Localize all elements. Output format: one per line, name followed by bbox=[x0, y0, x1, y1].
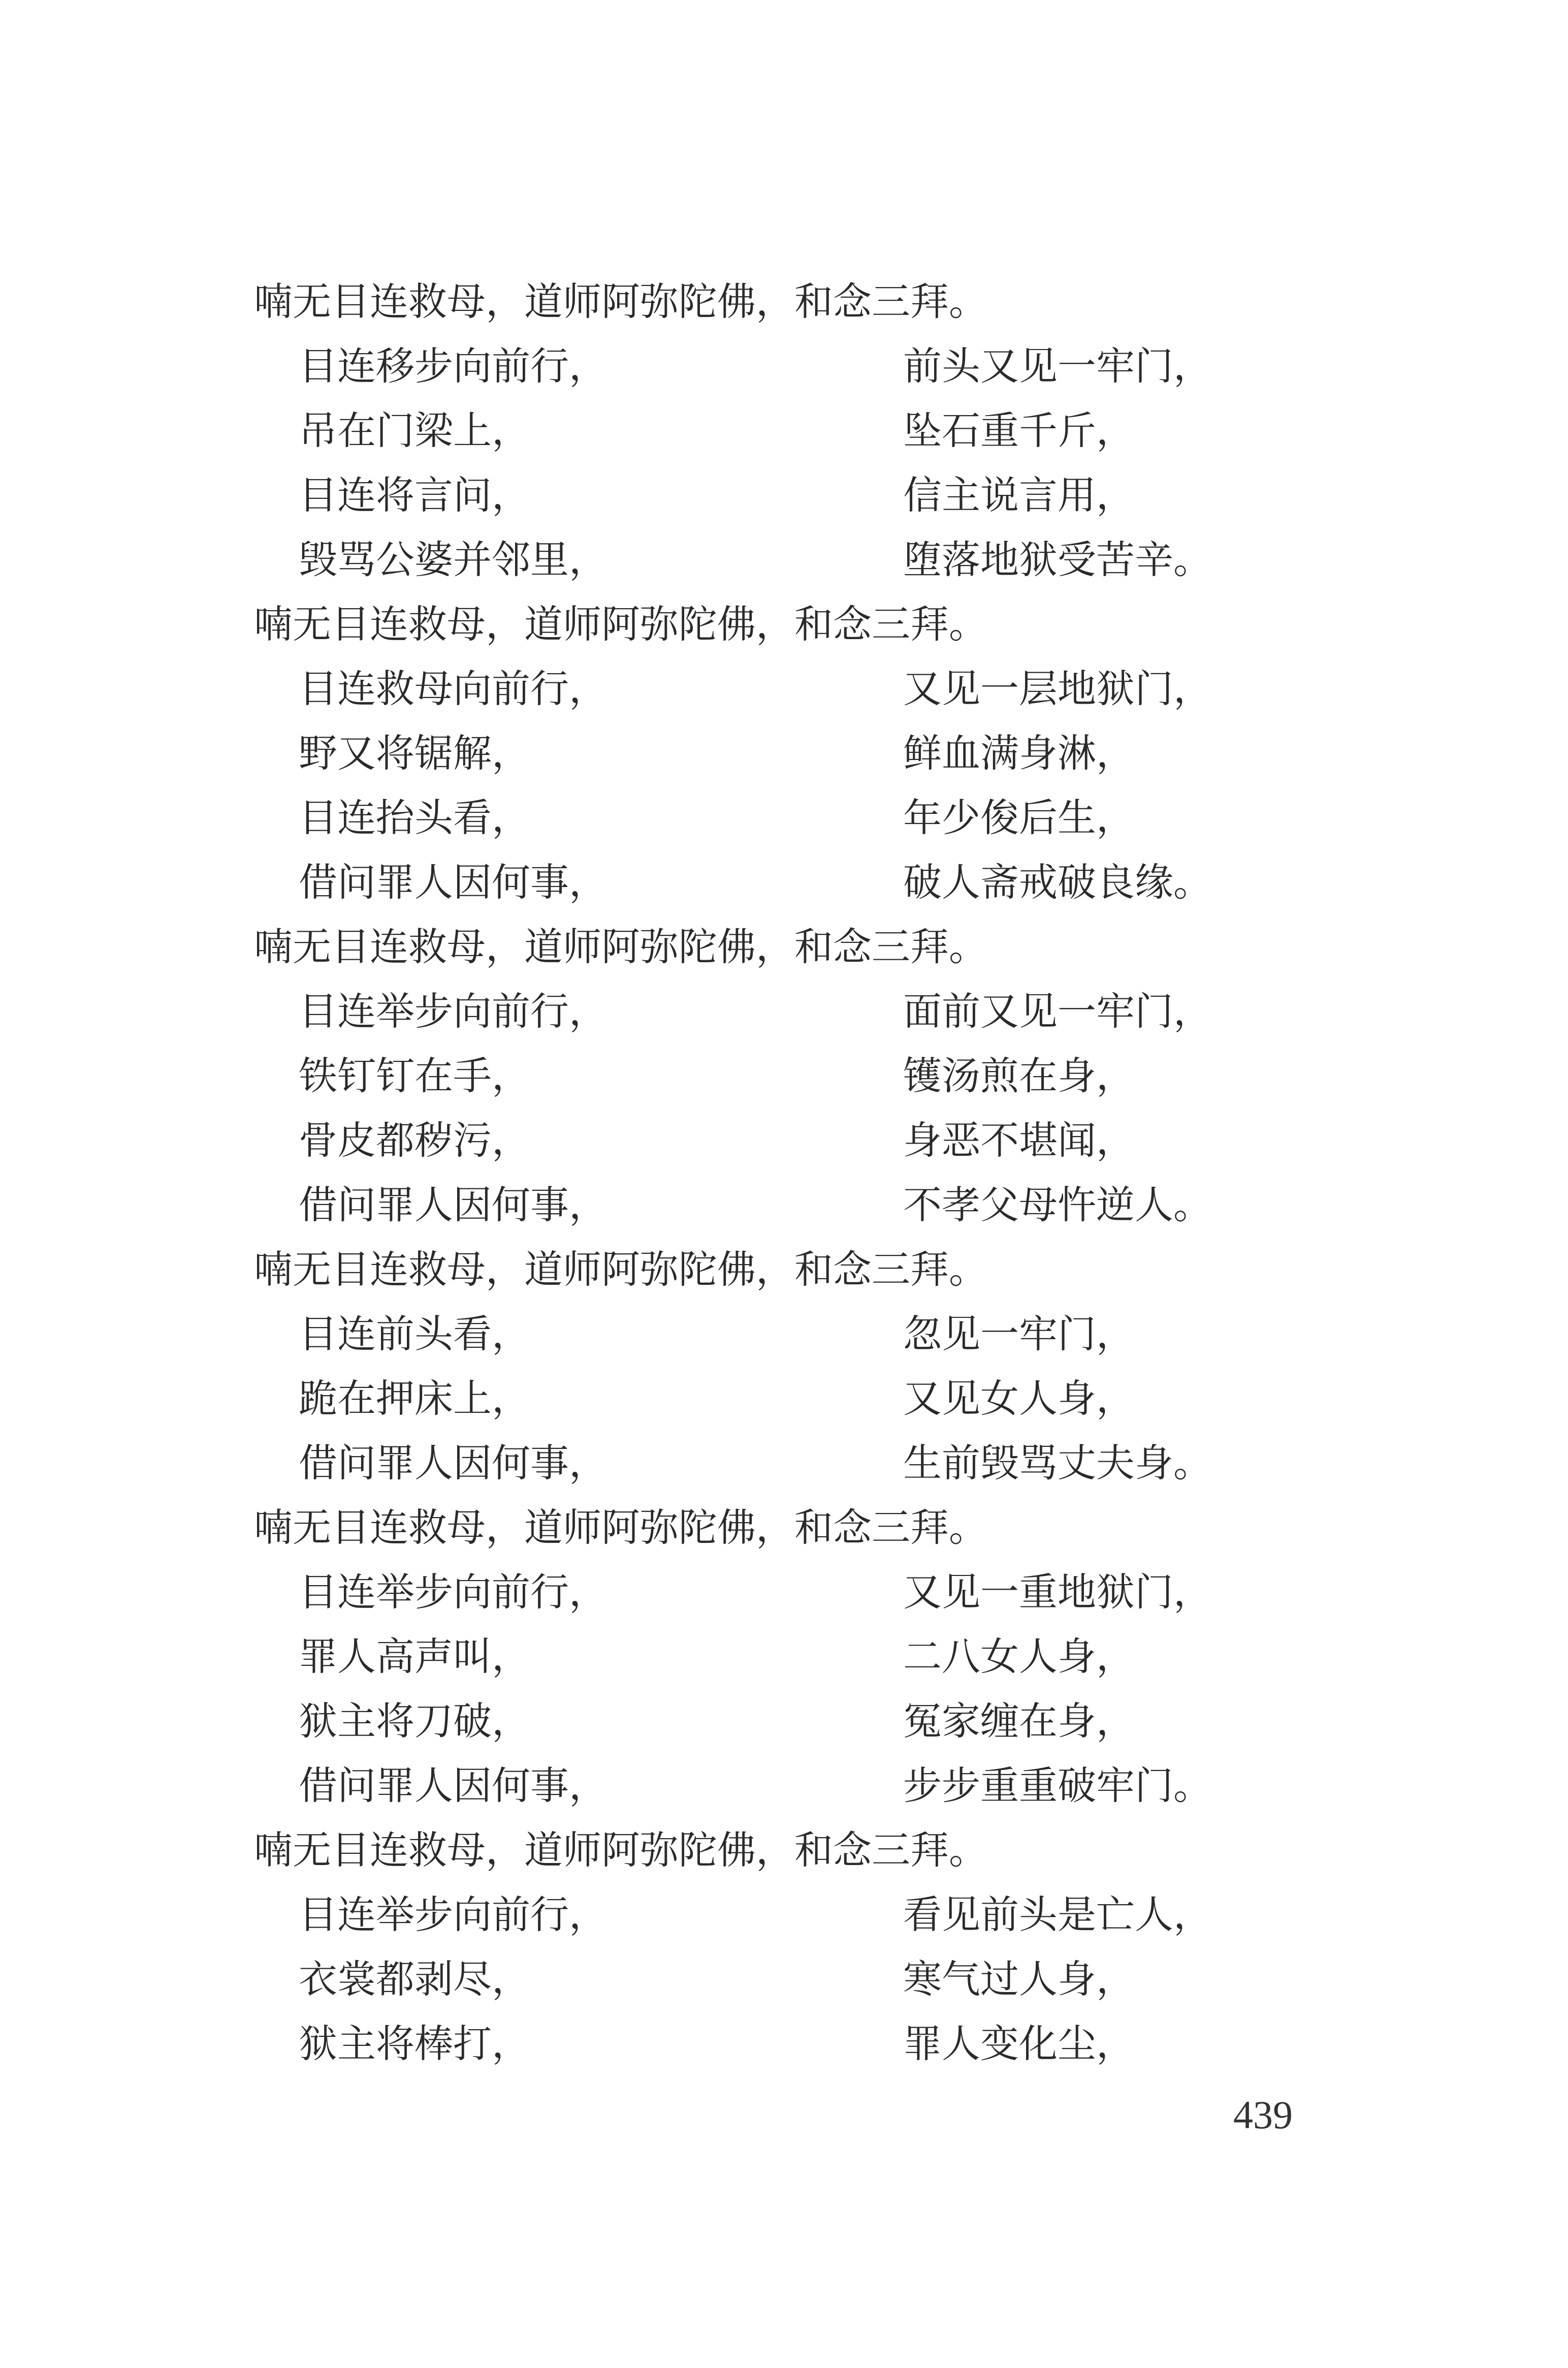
verse-first-half: 罪人高声叫， bbox=[299, 1634, 530, 1679]
verse-first-half: 目连举步向前行， bbox=[299, 1892, 607, 1937]
refrain-line: 喃无目连救母，道师阿弥陀佛，和念三拜。 bbox=[254, 279, 987, 324]
verse-second-half: 步步重重破牢门。 bbox=[903, 1763, 1212, 1808]
verse-second-half: 又见一层地狱门， bbox=[903, 666, 1212, 711]
couplet-line bbox=[254, 1560, 1270, 1624]
verse-first-half: 跪在押床上， bbox=[299, 1376, 530, 1421]
verse-first-half: 毁骂公婆并邻里， bbox=[299, 537, 607, 582]
verse-second-half: 破人斋戒破良缘。 bbox=[903, 860, 1212, 905]
couplet-line bbox=[254, 398, 1270, 463]
page-number: 439 bbox=[1233, 2093, 1293, 2137]
refrain-line: 喃无目连救母，道师阿弥陀佛，和念三拜。 bbox=[254, 602, 987, 647]
verse-first-half: 借问罪人因何事， bbox=[299, 1440, 607, 1486]
verse-second-half: 寒气过人身， bbox=[903, 1956, 1135, 2002]
couplet-line bbox=[254, 2011, 1270, 2076]
verse-first-half: 狱主将刀破， bbox=[299, 1698, 530, 1744]
verse-second-half: 生前毁骂丈夫身。 bbox=[903, 1440, 1212, 1486]
verse-first-half: 目连将言问， bbox=[299, 472, 530, 518]
couplet-line bbox=[254, 334, 1270, 398]
verse-first-half: 借问罪人因何事， bbox=[299, 860, 607, 905]
text-block bbox=[254, 269, 1270, 2076]
refrain-line: 喃无目连救母，道师阿弥陀佛，和念三拜。 bbox=[254, 1247, 987, 1292]
verse-first-half: 吊在门梁上， bbox=[299, 408, 530, 453]
couplet-line bbox=[254, 1366, 1270, 1431]
verse-second-half: 看见前头是亡人， bbox=[903, 1892, 1212, 1937]
verse-second-half: 面前又见一牢门， bbox=[903, 989, 1212, 1034]
verse-second-half: 冤家缠在身， bbox=[903, 1698, 1135, 1744]
verse-first-half: 铁钉钉在手， bbox=[299, 1053, 530, 1098]
verse-first-half: 目连移步向前行， bbox=[299, 343, 607, 389]
verse-first-half: 目连举步向前行， bbox=[299, 989, 607, 1034]
verse-second-half: 镬汤煎在身， bbox=[903, 1053, 1135, 1098]
couplet-line bbox=[254, 1689, 1270, 1753]
couplet-line bbox=[254, 1173, 1270, 1237]
couplet-line bbox=[254, 979, 1270, 1044]
verse-first-half: 狱主将棒打， bbox=[299, 2021, 530, 2066]
refrain-line: 喃无目连救母，道师阿弥陀佛，和念三拜。 bbox=[254, 1505, 987, 1550]
couplet-line bbox=[254, 656, 1270, 721]
verse-second-half: 鲜血满身淋， bbox=[903, 731, 1135, 776]
couplet-line bbox=[254, 1624, 1270, 1689]
verse-first-half: 目连救母向前行， bbox=[299, 666, 607, 711]
verse-first-half: 借问罪人因何事， bbox=[299, 1763, 607, 1808]
verse-second-half: 前头又见一牢门， bbox=[903, 343, 1212, 389]
couplet-line bbox=[254, 785, 1270, 850]
verse-first-half: 目连前头看， bbox=[299, 1311, 530, 1356]
verse-second-half: 二八女人身， bbox=[903, 1634, 1135, 1679]
verse-second-half: 不孝父母忤逆人。 bbox=[903, 1182, 1212, 1227]
couplet-line bbox=[254, 1431, 1270, 1495]
couplet-line bbox=[254, 1108, 1270, 1173]
verse-second-half: 又见女人身， bbox=[903, 1376, 1135, 1421]
verse-second-half: 年少俊后生， bbox=[903, 795, 1135, 840]
verse-second-half: 坠石重千斤， bbox=[903, 408, 1135, 453]
couplet-line bbox=[254, 1044, 1270, 1108]
couplet-line bbox=[254, 850, 1270, 914]
verse-first-half: 骨皮都秽污， bbox=[299, 1118, 530, 1163]
verse-second-half: 身恶不堪闻， bbox=[903, 1118, 1135, 1163]
verse-second-half: 罪人变化尘， bbox=[903, 2021, 1135, 2066]
verse-first-half: 借问罪人因何事， bbox=[299, 1182, 607, 1227]
refrain-line: 喃无目连救母，道师阿弥陀佛，和念三拜。 bbox=[254, 924, 987, 969]
verse-second-half: 信主说言用， bbox=[903, 472, 1135, 518]
verse-first-half: 目连举步向前行， bbox=[299, 1569, 607, 1615]
verse-second-half: 堕落地狱受苦辛。 bbox=[903, 537, 1212, 582]
couplet-line bbox=[254, 721, 1270, 785]
verse-second-half: 又见一重地狱门， bbox=[903, 1569, 1212, 1615]
couplet-line bbox=[254, 1882, 1270, 1947]
couplet-line bbox=[254, 463, 1270, 527]
couplet-line bbox=[254, 1753, 1270, 1818]
refrain-line: 喃无目连救母，道师阿弥陀佛，和念三拜。 bbox=[254, 1827, 987, 1873]
verse-first-half: 野又将锯解， bbox=[299, 731, 530, 776]
couplet-line bbox=[254, 1947, 1270, 2011]
couplet-line bbox=[254, 1302, 1270, 1366]
verse-first-half: 目连抬头看， bbox=[299, 795, 530, 840]
verse-first-half: 衣裳都剥尽， bbox=[299, 1956, 530, 2002]
verse-second-half: 忽见一牢门， bbox=[903, 1311, 1135, 1356]
couplet-line bbox=[254, 527, 1270, 592]
